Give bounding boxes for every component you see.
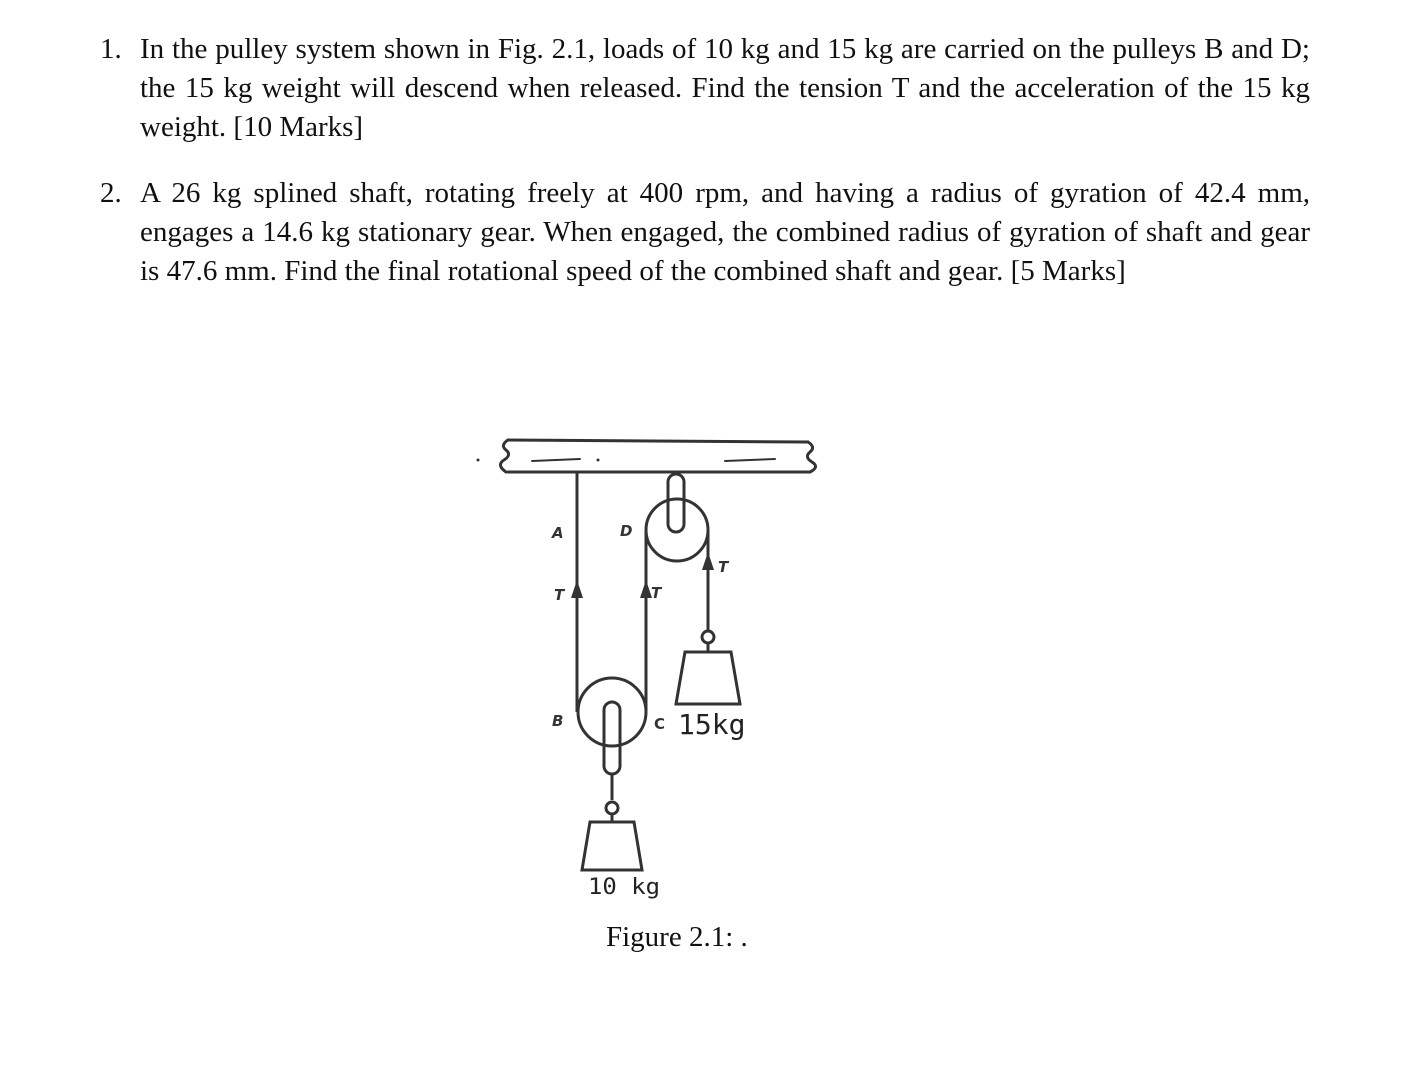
label-c: C bbox=[654, 715, 666, 733]
problem-1 bbox=[100, 30, 1310, 147]
weight-10kg bbox=[582, 822, 642, 870]
label-t-left: T bbox=[554, 586, 565, 604]
weight-15kg bbox=[676, 652, 740, 704]
ceiling-beam bbox=[477, 440, 816, 472]
label-b: B bbox=[552, 712, 564, 730]
mass-15kg-label: 15kg bbox=[678, 708, 746, 741]
hook-c bbox=[702, 631, 714, 652]
pulley-b bbox=[578, 678, 646, 800]
problem-1-text: In the pulley system shown in Fig. 2.1, loads of 10 kg and 15 kg are carried on the pulleys B and D; the 15 kg weight will descend when released. Find the tension T and the acceleration of the 15 kg weight. [10 Marks] bbox=[140, 33, 1310, 143]
label-d: D bbox=[620, 522, 633, 540]
problem-2 bbox=[100, 174, 1310, 291]
tension-arrows bbox=[571, 552, 714, 598]
problem-2-number: 2. bbox=[100, 177, 122, 209]
pulley-diagram bbox=[470, 430, 830, 910]
pulley-d bbox=[646, 474, 708, 561]
pulley-figure bbox=[470, 430, 830, 910]
problem-list bbox=[100, 30, 1310, 291]
problem-2-text: A 26 kg splined shaft, rotating freely at 400 rpm, and having a radius of gyration of 42.4 mm, engages a 14.6 kg stationary gear. When engaged, the combined radius of gyration of shaft and gear is 47.6 mm. Find the final rotational speed of the combined shaft and gear. [5 Marks] bbox=[140, 177, 1310, 287]
label-t-middle: T bbox=[651, 584, 662, 602]
label-t-right: T bbox=[718, 558, 729, 576]
mass-10kg-label: 10 kg bbox=[588, 875, 660, 900]
label-a: A bbox=[552, 524, 564, 542]
figure-caption: Figure 2.1: . bbox=[606, 921, 748, 953]
problem-1-number: 1. bbox=[100, 33, 122, 65]
hook-b bbox=[606, 802, 618, 822]
